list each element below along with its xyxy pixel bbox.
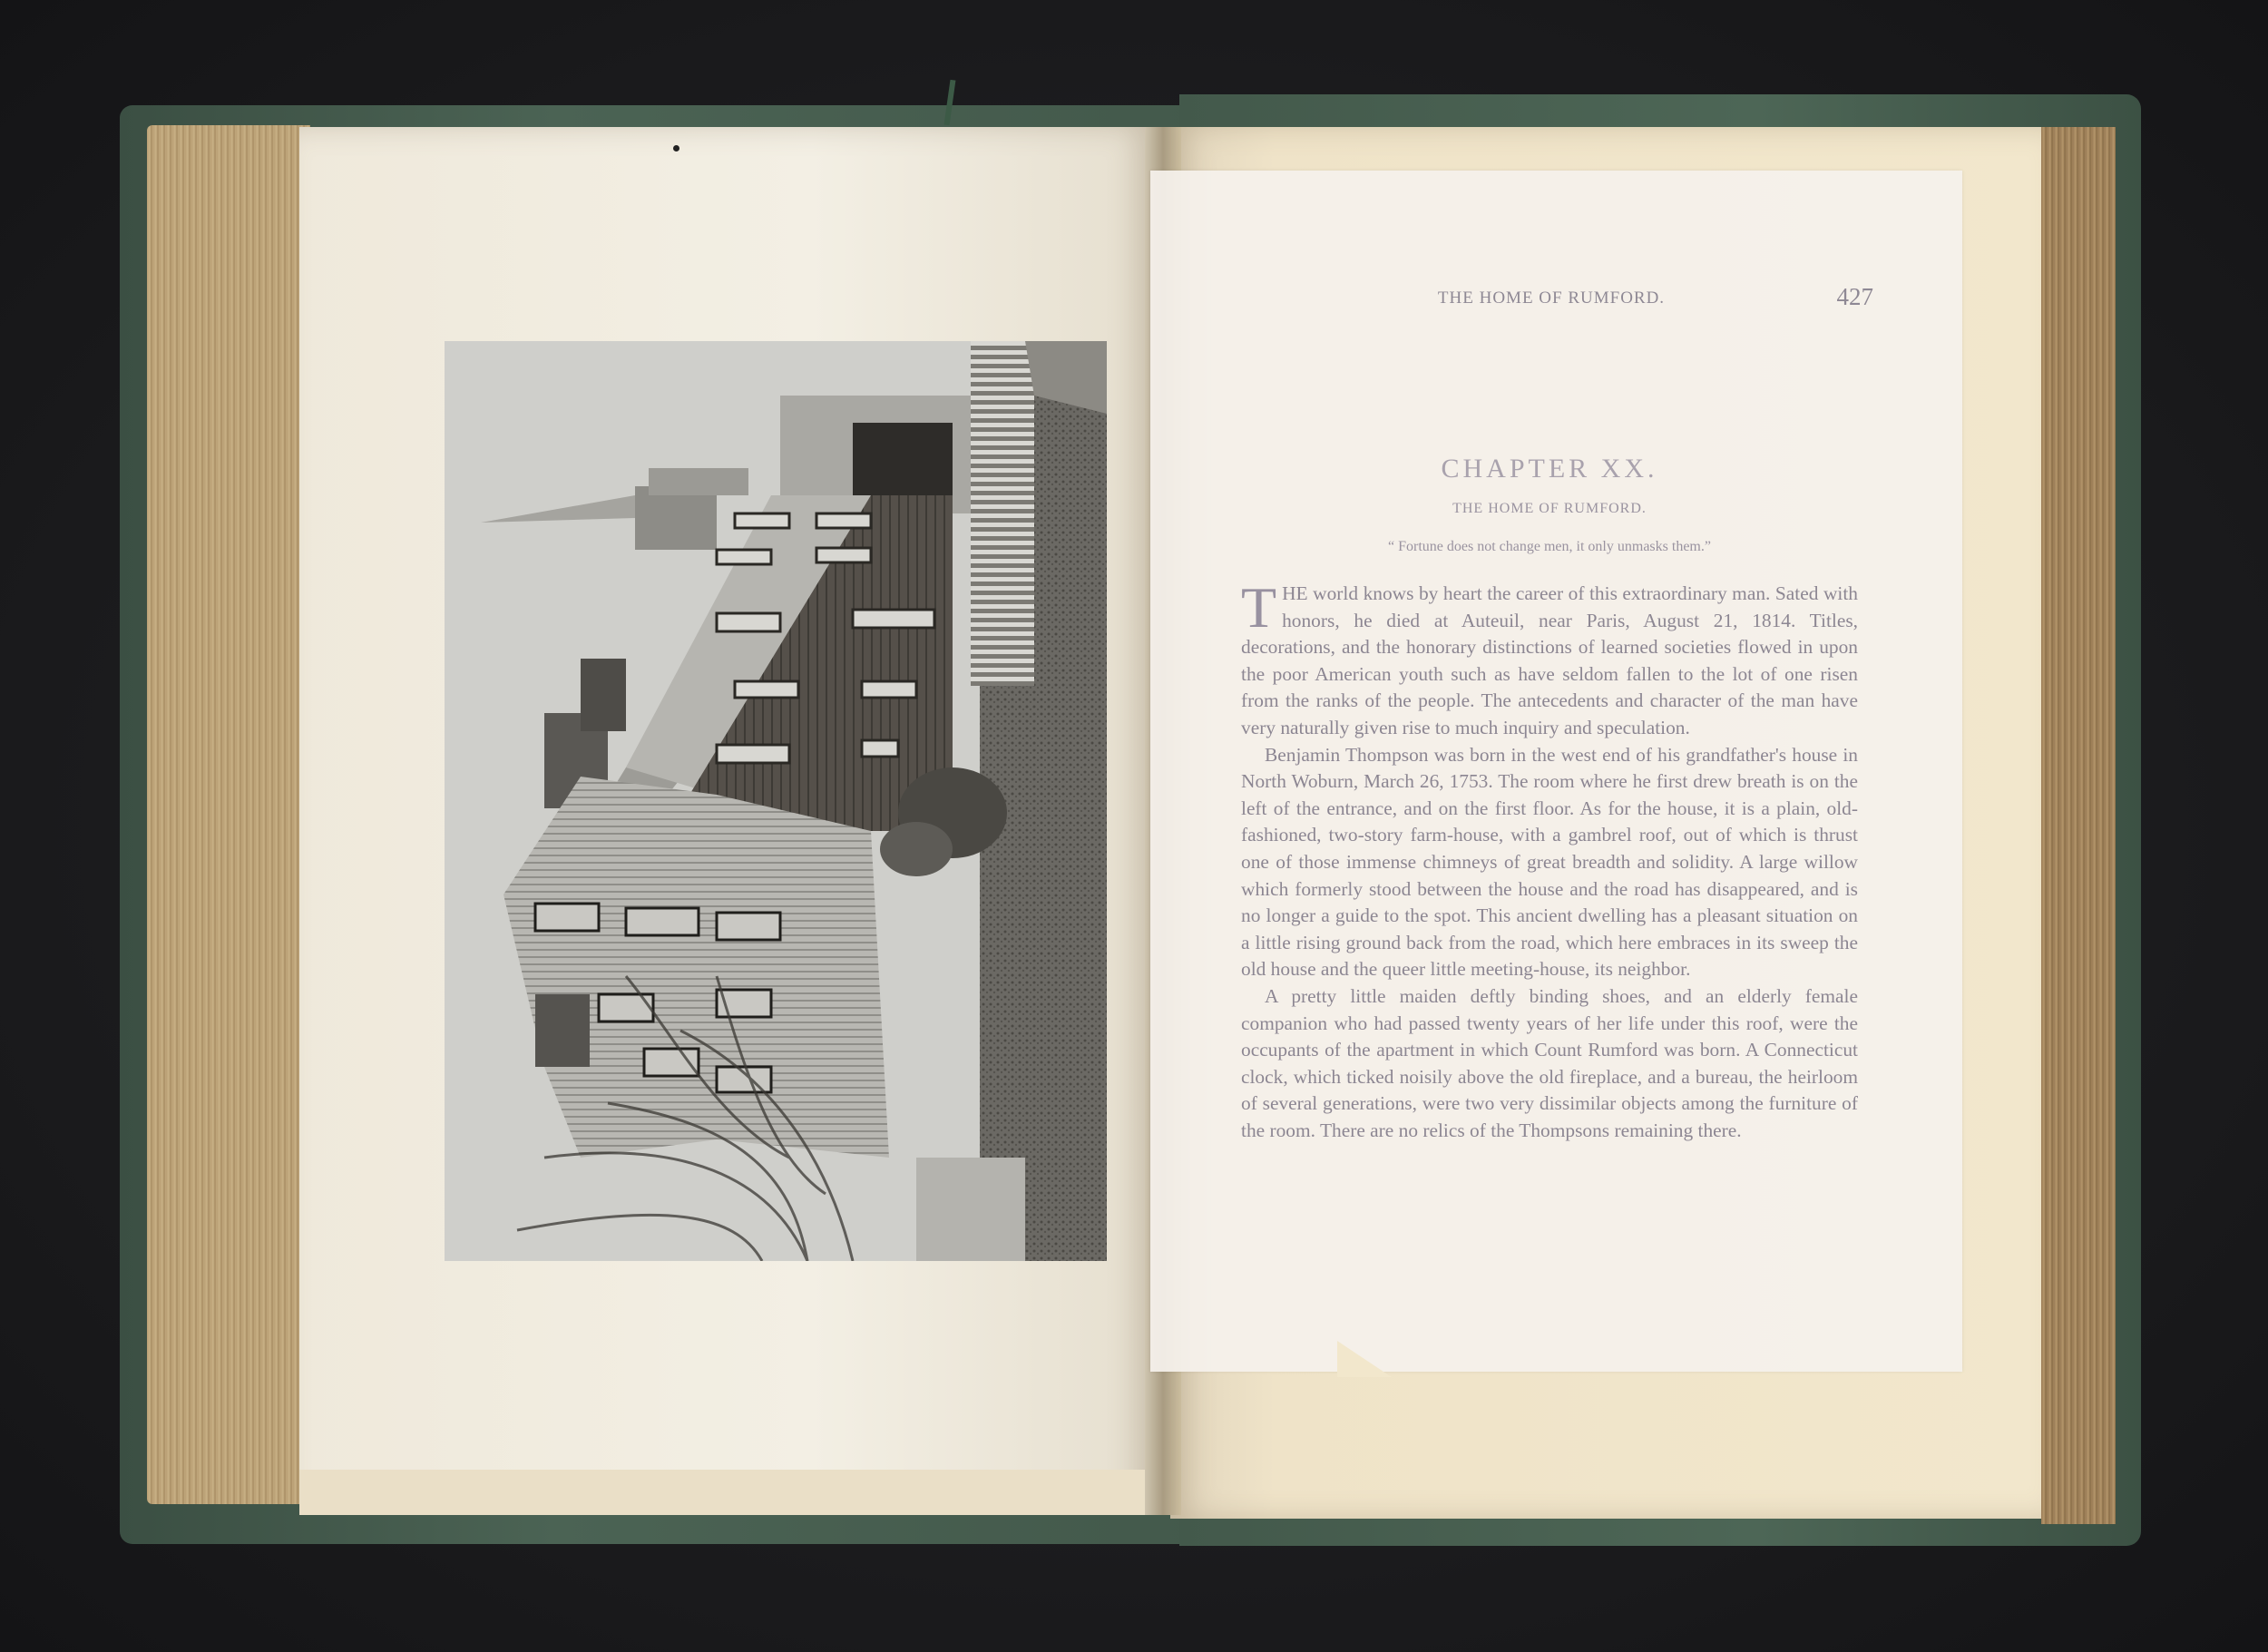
chapter-title: CHAPTER XX. <box>1441 454 1658 484</box>
page-mark <box>673 145 679 152</box>
chapter-body <box>1241 575 1858 1144</box>
running-head: THE HOME OF RUMFORD. <box>1437 288 1666 308</box>
page-number: 427 <box>1836 283 1873 310</box>
paragraph-text: HE world knows by heart the career of this extraordinary man. Sated with honors, he died at Auteuil, near Paris, August 21, 1814. Titles, decorations, and the honorary distinctions of learned societies flowed in upon the poor American youth such as have seldom fallen to the lot of one risen from the ranks of the people. The antecedents and character of the man have very naturally given rise to much inquiry and speculation. <box>1241 582 1858 738</box>
chapter-subtitle: THE HOME OF RUMFORD. <box>1452 501 1647 516</box>
paragraph: A pretty little maiden deftly binding shoes, and an elderly female companion who had passed twenty years of her life under this roof, were the occupants of the apartment in which Count Rumford was born. A Connecticut clock, which ticked noisily above the old fireplace, and a bureau, the heirloom of several generations, were two very dissimilar objects among the furniture of the room. There are no relics of the Thompsons remaining there. <box>1241 984 1858 1141</box>
paragraph <box>1241 575 1858 742</box>
house-photograph <box>445 341 1107 1261</box>
drop-cap: T <box>1241 575 1277 640</box>
page-edges-left <box>147 125 310 1504</box>
page-edges-right <box>2041 127 2116 1524</box>
left-page-foot <box>299 1470 1152 1515</box>
epigraph: “ Fortune does not change men, it only unmasks them.” <box>1388 539 1711 554</box>
paragraph: Benjamin Thompson was born in the west end of his grandfather's house in North Woburn, March 26, 1753. The room where he first drew breath is on the left of the entrance, and on the first floor. As for the house, it is a plain, old-fashioned, two-story farm-house, with a gambrel roof, out of which is thrust one of those immense chimneys of great breadth and solidity. A large willow which formerly stood between the house and the road has disappeared, and is no longer a guide to the spot. This ancient dwelling has a pleasant situation on a little rising ground back from the road, which here embraces in its sweep the old house and the queer little meeting-house, its neighbor. <box>1241 743 1858 981</box>
